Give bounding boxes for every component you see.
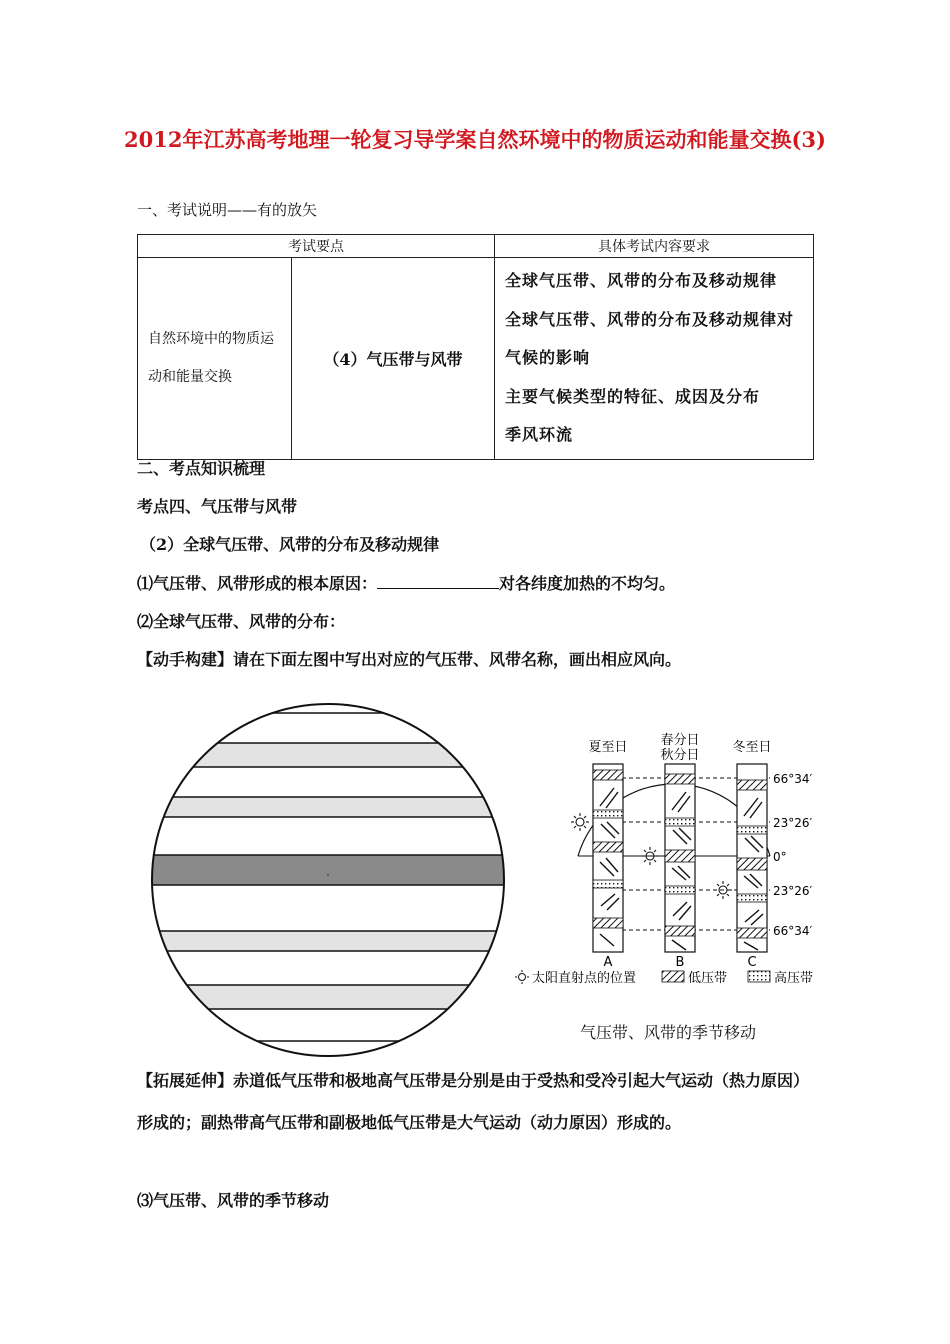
lat-label-66n: 66°34′ bbox=[773, 772, 813, 786]
label-autumn-equinox: 秋分日 bbox=[660, 748, 700, 763]
requirement-item: 季风环流 bbox=[505, 425, 574, 444]
column-c bbox=[737, 764, 767, 952]
activity-instruction: 【动手构建】请在下面左图中写出对应的气压带、风带名称，画出相应风向。 bbox=[137, 650, 682, 669]
legend-low-swatch bbox=[662, 971, 684, 982]
lat-label-23n: 23°26′ bbox=[773, 816, 813, 830]
requirement-item: 全球气压带、风带的分布及移动规律 bbox=[505, 271, 778, 290]
question-3: ⑶气压带、风带的季节移动 bbox=[137, 1191, 330, 1210]
requirement-item: 主要气候类型的特征、成因及分布 bbox=[505, 386, 761, 406]
column-label-a: A bbox=[603, 955, 613, 970]
diagram-caption: 气压带、风带的季节移动 bbox=[580, 1023, 757, 1042]
question-1-suffix: 对各纬度加热的不均匀。 bbox=[499, 574, 676, 593]
lat-label-23s: 23°26′ bbox=[773, 884, 813, 898]
column-label-c: C bbox=[747, 955, 757, 970]
column-b bbox=[665, 764, 695, 952]
question-2: ⑵全球气压带、风带的分布： bbox=[137, 612, 346, 631]
question-1-prefix: ⑴气压带、风带形成的根本原因： bbox=[137, 574, 378, 593]
table-point-cell: （4）气压带与风带 bbox=[292, 258, 495, 460]
sun-icon bbox=[571, 813, 589, 831]
label-winter-solstice: 冬至日 bbox=[732, 740, 772, 755]
lat-label-66s: 66°34′ bbox=[773, 924, 813, 938]
column-a bbox=[593, 764, 623, 952]
label-spring-equinox: 春分日 bbox=[660, 733, 700, 748]
column-label-b: B bbox=[675, 955, 685, 970]
legend-low-label: 低压带 bbox=[688, 971, 728, 986]
sub-heading-2: （2）全球气压带、风带的分布及移动规律 bbox=[140, 535, 440, 554]
seasonal-shift-diagram bbox=[480, 730, 835, 990]
table-topic-cell: 自然环境中的物质运动和能量交换 bbox=[138, 258, 292, 460]
legend-sun-label: 太阳直射点的位置 bbox=[532, 971, 637, 986]
extension-paragraph: 【拓展延伸】赤道低气压带和极地高气压带是分别是由于受热和受冷引起大气运动（热力原因）形成的；副热带高气压带和副极地低气压带是大气运动（动力原因）形成的。 bbox=[137, 1071, 810, 1132]
globe-pressure-belt-diagram[interactable] bbox=[150, 695, 510, 1065]
kaodian-heading: 考点四、气压带与风带 bbox=[137, 497, 298, 516]
page-title: 2012年江苏高考地理一轮复习导学案自然环境中的物质运动和能量交换(3) bbox=[124, 127, 826, 152]
section-heading-1: 一、考试说明——有的放矢 bbox=[137, 201, 318, 219]
exam-requirements-table bbox=[137, 234, 814, 460]
table-header-content: 具体考试内容要求 bbox=[495, 235, 814, 258]
question-1 bbox=[137, 571, 675, 594]
table-header-point: 考试要点 bbox=[138, 235, 495, 258]
legend-high-label: 高压带 bbox=[774, 971, 814, 986]
lat-label-equator: 0° bbox=[773, 850, 787, 864]
table-requirements-cell bbox=[495, 258, 814, 460]
answer-blank[interactable] bbox=[377, 572, 499, 589]
label-summer-solstice: 夏至日 bbox=[588, 740, 628, 755]
legend-sun-icon bbox=[515, 970, 529, 984]
legend-high-swatch bbox=[748, 971, 770, 982]
requirement-item: 全球气压带、风带的分布及移动规律对气候的影响 bbox=[505, 309, 795, 367]
section-heading-2: 二、考点知识梳理 bbox=[137, 459, 266, 478]
